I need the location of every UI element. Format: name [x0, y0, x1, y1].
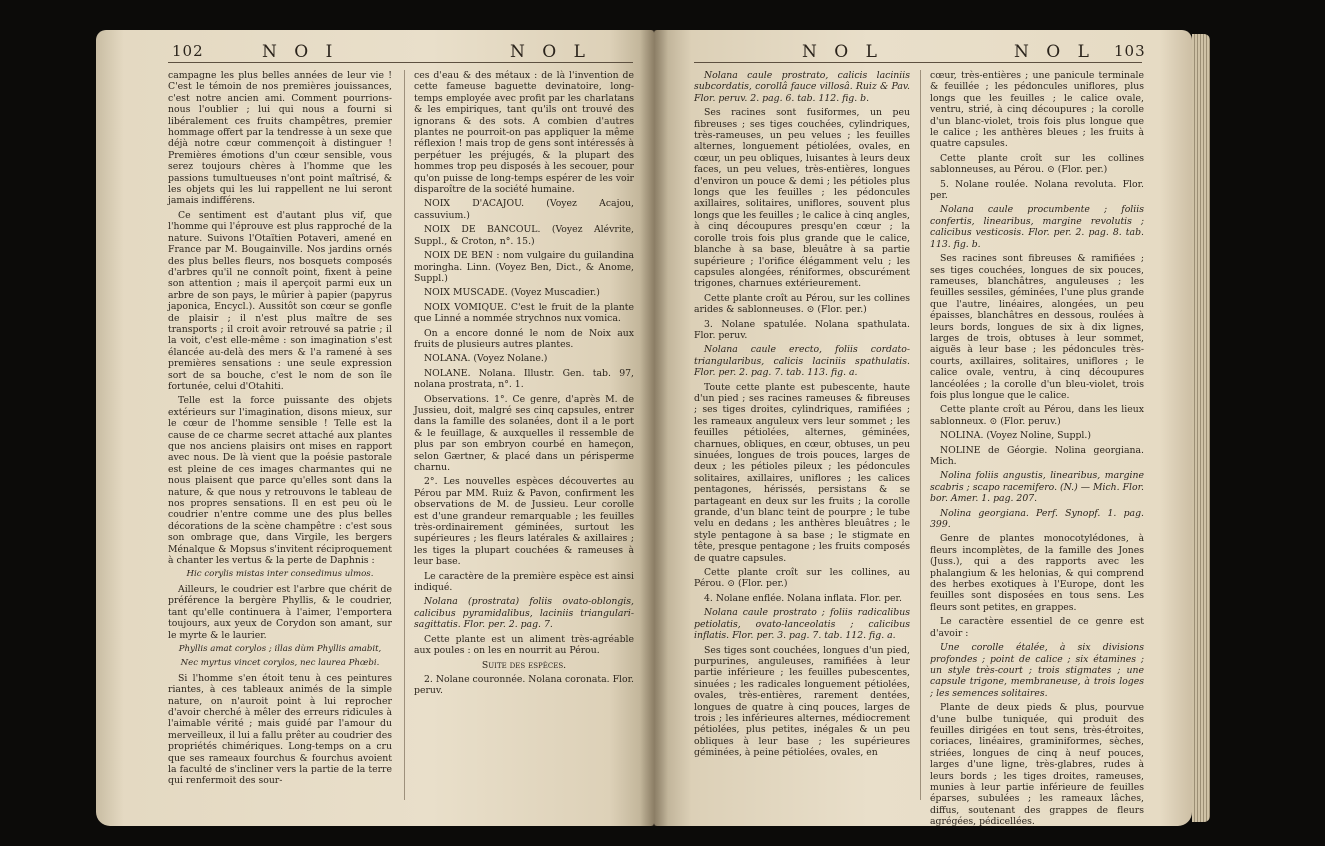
paragraph: cœur, très-entières ; une panicule terminale & feuillée ; les pédoncules uniflores, plus longs que les feuilles ; le calice ovale, ventru, strié, à cinq découpures ; la corolle d'un blanc-violet, trois fois plus longue que le calice ; les anthères bleues ; les fruits à quatre capsules. — [930, 70, 1144, 150]
right-page-column-2 — [930, 70, 1144, 828]
right-page-header — [654, 42, 1192, 64]
left-page-column-2 — [414, 70, 634, 810]
entry-heading: 4. Nolane enflée. Nolana inflata. Flor. per. — [704, 592, 902, 604]
paragraph: Ses racines sont fusiformes, un peu fibreuses ; ses tiges couchées, cylindriques, très-rameuses, un peu velues ; les feuilles alternes, longuement pétiolées, ovales, en cœur, un peu obliques, luisantes à leurs deux faces, un peu velues, très-entières, longues d'environ un pouce & demi ; les pétioles plus longs que les feuilles ; les pédoncules axillaires, solitaires, uniflores, souvent plus longs que les feuilles ; le calice à cinq angles, à cinq découpures presqu'en cœur ; la corolle trois fois plus grande que le calice, blanche à sa base, bleuâtre à sa partie supérieure ; l'orifice élégamment velu ; les capsules alongées, réniformes, obscurément trigones, charnues extérieurement. — [694, 107, 910, 290]
page-number-right: 103 — [1114, 42, 1146, 60]
running-head-right-2: N O L — [1014, 42, 1095, 62]
paragraph: 2°. Les nouvelles espèces découvertes au Pérou par MM. Ruiz & Pavon, confirment les observations de M. de Jussieu. Leur corolle est d'une grandeur remarquable ; les feuilles très-ordinairement géminées, surtout les supérieures ; les fleurs latérales & axillaires ; les tiges la plupart couchées & rameuses à leur base. — [414, 476, 634, 568]
paragraph: Plante de deux pieds & plus, pourvue d'une bulbe tuniquée, qui produit des feuilles dirigées en tout sens, très-étroites, coriaces, linéaires, graminiformes, sèches, striées, longues de cinq à neuf pouces, larges d'une ligne, très-glabres, rudes à leurs bords ; les tiges droites, rameuses, munies à leur partie inférieure de feuilles éparses, subulées ; les rameaux lâches, diffus, soutenant des grappes de fleurs agrégées, pédicellées. — [930, 702, 1144, 828]
latin-description: Nolina georgiana. Perf. Synopf. 1. pag. 399. — [930, 507, 1144, 531]
paragraph: Ses racines sont fibreuses & ramifiées ; ses tiges couchées, longues de six pouces, rameuses, blanchâtres, anguleuses ; les feuilles sessiles, géminées, l'une plus grande que l'autre, linéaires, alongées, un peu épaisses, blanchâtres en dessous, roulées à leurs bords, longues de six à dix lignes, larges de trois, obtuses à leur sommet, aiguës à leur base ; les pédoncules très-courts, axillaires, solitaires, uniflores ; le calice ovale, ventru, à cinq découpures lancéolées ; la corolle d'un bleu-violet, trois fois plus longue que le calice. — [930, 253, 1144, 401]
entry-heading: 2. Nolane couronnée. Nolana coronata. Flor. peruv. — [414, 673, 634, 697]
paragraph: Observations. 1°. Ce genre, d'après M. de Jussieu, doit, malgré ses cinq capsules, entrer dans la famille des solanées, dont il a le port & le feuillage, & auxquelles il ressemble de plus par son embryon courbé en hameçon, selon Gærtner, & placé dans un périsperme charnu. — [414, 393, 634, 473]
paragraph: Le caractère essentiel de ce genre est d'avoir : — [930, 616, 1144, 639]
paragraph: Si l'homme s'en étoit tenu à ces peintures riantes, à ces tableaux animés de la simple nature, on n'auroit point à lui reprocher d'avoir cherché à mêler des erreurs ridicules à l'aimable vérité ; mais guidé par l'amour du merveilleux, il lui a fallu prêter au coudrier des propriétés chimériques. Long-temps on a cru que ses rameaux fourchus & fourchus avoient la faculté de s'incliner vers la partie de la terre qui renfermoit des sour- — [168, 672, 392, 787]
paragraph: Cette plante croît au Pérou, dans les lieux sablonneux. ⊙ (Flor. peruv.) — [930, 404, 1144, 427]
entry-heading: NOLANE. Nolana. Illustr. Gen. tab. 97, nolana prostrata, n°. 1. — [414, 367, 634, 391]
book-gutter — [640, 30, 668, 826]
latin-description: Nolana caule prostrato, calicis laciniis subcordatis, corollâ fauce villosâ. Ruiz & Pav. Flor. peruv. 2. pag. 6. tab. 112. fig. b. — [694, 70, 910, 104]
entry-heading: NOIX DE BANCOUL. (Voyez Alévrite, Suppl., & Croton, n°. 15.) — [414, 224, 634, 247]
paragraph: Cette plante croît sur les collines sablonneuses, au Pérou. ⊙ (Flor. per.) — [930, 152, 1144, 176]
page-edges — [1192, 34, 1210, 822]
latin-description: Nolana (prostrata) foliis ovato-oblongis, calicibus pyramidalibus, laciniis triangulari-sagittatis. Flor. per. 2. pag. 7. — [414, 596, 634, 631]
entry-heading: 5. Nolane roulée. Nolana revoluta. Flor. per. — [930, 178, 1144, 202]
entry-heading: NOIX DE BEN : nom vulgaire du guilandina moringha. Linn. (Voyez Ben, Dict., & Anome, Suppl.) — [414, 250, 634, 284]
header-rule-right — [694, 62, 1142, 63]
paragraph: Toute cette plante est pubescente, haute d'un pied ; ses racines rameuses & fibreuses ; ses tiges droites, cylindriques, ramifiées ; les rameaux anguleux vers leur sommet ; les feuilles pétiolées, alternes, géminées, charnues, obliques, en cœur, obtuses, un peu sinuées, longues de trois pouces, larges de deux ; les pétioles pileux ; les pédoncules solitaires, axillaires, uniflores ; les calices pentagones, hérissés, persistans & se partageant en deux sur les fruits ; la corolle grande, d'un blanc teint de pourpre ; le tube velu en dedans ; les anthères bleuâtres ; le style pentagone à sa base ; le stigmate en tête, presque pentagone ; les fruits composés de quatre capsules. — [694, 381, 910, 564]
entry-heading: 3. Nolane spatulée. Nolana spathulata. Flor. peruv. — [694, 318, 910, 341]
paragraph: Cette plante croît au Pérou, sur les collines arides & sablonneuses. ⊙ (Flor. per.) — [694, 292, 910, 316]
entry-heading: NOIX D'ACAJOU. (Voyez Acajou, cassuvium.) — [414, 198, 634, 221]
column-divider-right — [920, 70, 921, 800]
left-page-header — [0, 42, 654, 64]
paragraph: Genre de plantes monocotylédones, à fleurs incomplètes, de la famille des Jones (Juss.), qui a des rapports avec les phalangium & les helonias, & qui comprend des herbes exotiques à l'Europe, dont les feuilles sont disposées en tous sens. Les fleurs sont petites, en grappes. — [930, 533, 1144, 613]
paragraph: Ailleurs, le coudrier est l'arbre que chérit de préférence la bergère Phyllis, & le coudrier, tant qu'elle continuera à l'aimer, l'emportera toujours, aux yeux de Corydon son amant, sur le myrte & le laurier. — [168, 583, 392, 641]
latin-description: Nolina foliis angustis, linearibus, margine scabris ; scapo racemifero. (N.) — Mich. Flor. bor. Amer. 1. pag. 207. — [930, 470, 1144, 505]
entry-heading: NOLINE de Géorgie. Nolina georgiana. Mich. — [930, 444, 1144, 467]
paragraph: ces d'eau & des métaux : de là l'invention de cette fameuse baguette devinatoire, long-temps employée avec profit par les charlatans & les empiriques, tant qu'ils ont trouvé des ignorans & des sots. A combien d'autres plantes ne pourroit-on pas appliquer la même réflexion ! mais trop de gens sont intéressés à perpétuer les préjugés, & la plupart des hommes trop peu disposés à les secouer, pour qu'on puisse de long-temps espérer de les voir disparoître de la société humaine. — [414, 70, 634, 196]
entry-heading: NOIX MUSCADE. (Voyez Muscadier.) — [424, 287, 600, 299]
header-rule-left — [168, 62, 633, 63]
paragraph: Ce sentiment est d'autant plus vif, que l'homme qui l'éprouve est plus rapproché de la nature. Suivons l'Otaïtien Potaveri, amené en France par M. Bougainville. Nos jardins ornés des plus belles fleurs, nos bosquets composés d'arbres qu'il ne connoît point, fixent à peine son attention ; mais il aperçoit parmi eux un arbre de son pays, le mûrier à papier (papyrus japonica, Encycl.). Aussitôt son cœur se gonfle de plaisir ; il n'est plus maître de ses transports ; il croit avoir retrouvé sa patrie ; il la voit, c'est elle-même : son imagination s'est élancée au-delà des mers & l'a ramené à ses premières sensations : une seule expression sort de sa bouche, c'est le nom de son île fortunée, celui d'Otahiti. — [168, 209, 392, 392]
entry-heading: NOLINA. (Voyez Noline, Suppl.) — [940, 430, 1091, 442]
latin-description: Une corolle étalée, à six divisions profondes ; point de calice ; six étamines ; un style très-court ; trois stigmates ; une capsule trigone, membraneuse, à trois loges ; les semences solitaires. — [930, 642, 1144, 699]
column-divider-left — [404, 70, 405, 800]
section-heading: Suite des espèces. — [481, 659, 567, 671]
running-head-right-1: N O L — [802, 42, 883, 62]
latin-quote: Nec myrtus vincet corylos, nec laurea Phœbi. — [180, 658, 380, 669]
paragraph: Ses tiges sont couchées, longues d'un pied, purpurines, anguleuses, ramifiées à leur partie inférieure ; les feuilles pubescentes, sinuées ; les radicales longuement pétiolées, ovales, très-entières, rarement dentées, longues de quatre à cinq pouces, larges de trois ; les inférieures alternes, médiocrement pétiolées, plus petites, inégales & un peu obliques à leur base ; les supérieures géminées, à peine pétiolées, ovales, en — [694, 644, 910, 759]
latin-description: Nolana caule procumbente ; foliis confertis, linearibus, margine revolutis ; calicibus vesticosis. Flor. per. 2. pag. 8. tab. 113. fig. b. — [930, 204, 1144, 250]
paragraph: campagne les plus belles années de leur vie ! C'est le témoin de nos premières jouissances, c'est notre ancien ami. Comment pourrions-nous l'oublier ; lui qui nous a fourni si libéralement ces fruits champêtres, premier hommage offert par la tendresse à un sexe que déjà notre cœur commençoit à distinguer ! Premières émotions d'un cœur sensible, vous serez toujours chères à l'homme que les passions tumultueuses n'ont point maîtrisé, & les objets qui les lui rappellent ne lui seront jamais indifférens. — [168, 70, 392, 207]
paragraph: Le caractère de la première espèce est ainsi indiqué. — [414, 570, 634, 594]
paragraph: Cette plante est un aliment très-agréable aux poules : on les en nourrit au Pérou. — [414, 633, 634, 657]
page-number-left: 102 — [172, 42, 204, 60]
latin-quote: Hic corylis mistas inter consedimus ulmos. — [186, 569, 374, 580]
paragraph: On a encore donné le nom de Noix aux fruits de plusieurs autres plantes. — [414, 327, 634, 350]
entry-heading: NOIX VOMIQUE. C'est le fruit de la plante que Linné a nommée strychnos nux vomica. — [414, 301, 634, 325]
latin-description: Nolana caule erecto, foliis cordato-triangularibus, calicis laciniis spathulatis. Flor. per. 2. pag. 7. tab. 113. fig. a. — [694, 344, 910, 379]
running-head-left-2: N O L — [510, 42, 591, 62]
right-page-column-1 — [694, 70, 910, 810]
entry-heading: NOLANA. (Voyez Nolane.) — [424, 353, 548, 365]
left-page-column-1 — [168, 70, 392, 810]
latin-description: Nolana caule prostrato ; foliis radicalibus petiolatis, ovato-lanceolatis ; calicibus inflatis. Flor. per. 3. pag. 7. tab. 112. fig. a. — [694, 607, 910, 642]
paragraph: Telle est la force puissante des objets extérieurs sur l'imagination, disons mieux, sur le cœur de l'homme sensible ! Telle est la cause de ce charme secret attaché aux plantes que nos anciens plaisirs ont mises en rapport avec nous. De là vient que la poésie pastorale est pleine de ces images charmantes qui ne nous plaisent que parce qu'elles sont dans la nature, & que nous y retrouvons le tableau de nos propres sensations. Il en est peu où le coudrier n'entre comme une des plus belles décorations de la scène champêtre : c'est sous son ombrage que, dans Virgile, les bergers Ménalque & Mopsus s'invitent réciproquement à chanter les vertus & la perte de Daphnis : — [168, 395, 392, 567]
paragraph: Cette plante croît sur les collines, au Pérou. ⊙ (Flor. per.) — [694, 567, 910, 590]
latin-quote: Phyllis amat corylos ; illas dùm Phyllis amabit, — [178, 643, 382, 654]
running-head-left-1: N O I — [262, 42, 339, 62]
